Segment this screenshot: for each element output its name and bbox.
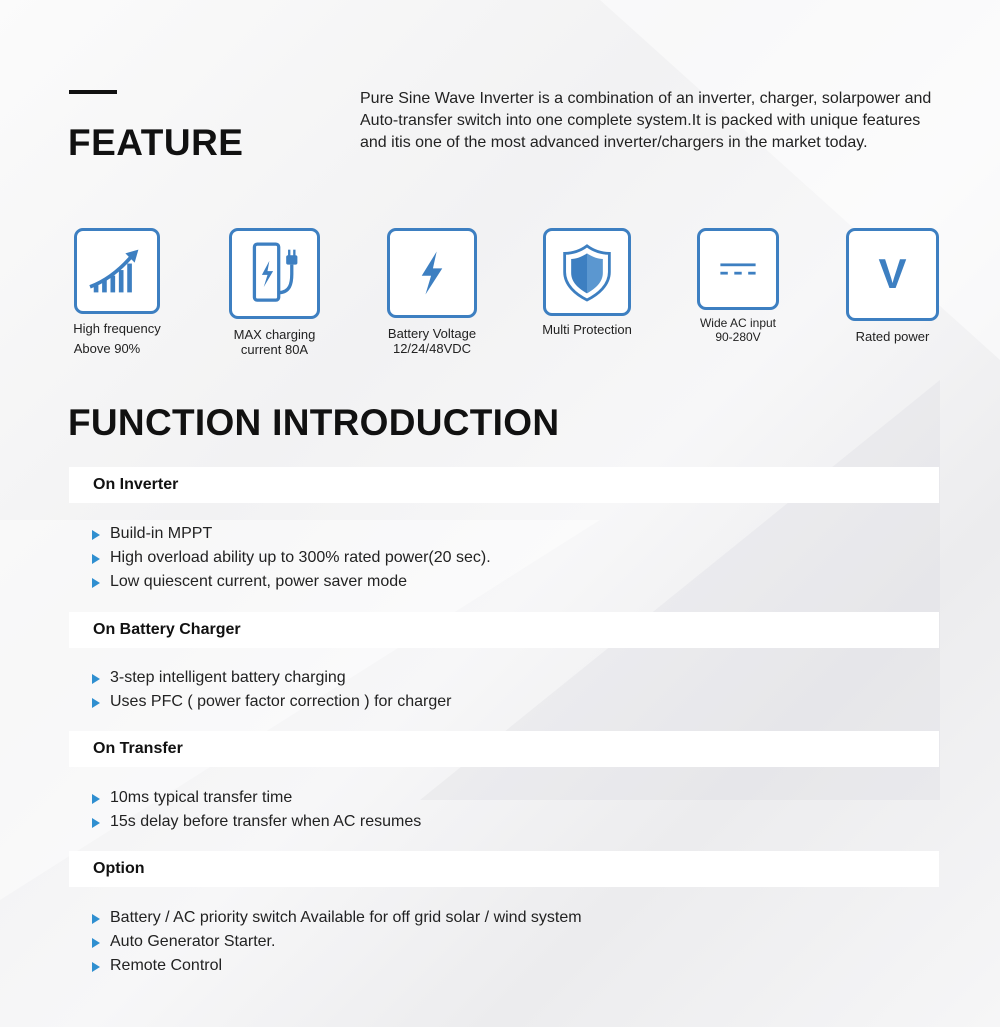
dc-symbol-icon	[700, 231, 776, 307]
list-item-text: 15s delay before transfer when AC resumes	[110, 813, 422, 830]
section-header-on-transfer: On Transfer	[69, 731, 939, 767]
bullet-triangle-icon	[92, 554, 100, 564]
charging-plug-icon	[232, 231, 317, 316]
list-item	[92, 522, 491, 546]
list-item	[92, 666, 451, 690]
feature-icon-box	[229, 228, 320, 319]
feature-label-line1: High frequency	[73, 321, 161, 336]
list-item	[92, 810, 421, 834]
feature-label-line2: Above 90%	[73, 341, 141, 356]
feature-label-line2: 12/24/48VDC	[392, 341, 472, 356]
list-item	[92, 786, 421, 810]
list-item	[92, 906, 582, 930]
volt-v-icon: V	[878, 250, 907, 297]
feature-label-line1: Battery Voltage	[387, 326, 477, 341]
section-header-on-inverter: On Inverter	[69, 467, 939, 503]
feature-label-line2: current 80A	[240, 342, 309, 357]
feature-icon-box	[387, 228, 477, 318]
bullet-triangle-icon	[92, 794, 100, 804]
list-item-text: Low quiescent current, power saver mode	[110, 573, 408, 590]
section-list-on-transfer	[92, 786, 421, 834]
section-header-option: Option	[69, 851, 939, 887]
bullet-triangle-icon	[92, 530, 100, 540]
section-list-on-inverter	[92, 522, 491, 594]
bullet-triangle-icon	[92, 938, 100, 948]
list-item-text: High overload ability up to 300% rated power(20 sec).	[110, 549, 491, 566]
feature-label-line1: Rated power	[855, 329, 930, 344]
bullet-triangle-icon	[92, 962, 100, 972]
list-item	[92, 954, 582, 978]
feature-intro-text: Pure Sine Wave Inverter is a combination of an inverter, charger, solarpower and Auto-transfer switch into one complete system.It is packed with unique features and itis one of the most advanced inverter/chargers in the market today.	[360, 90, 932, 151]
feature-label-line1: Multi Protection	[542, 322, 632, 337]
list-item-text: Auto Generator Starter.	[110, 933, 276, 950]
bullet-triangle-icon	[92, 578, 100, 588]
feature-icon-box	[697, 228, 779, 310]
lightning-bolt-icon	[390, 231, 474, 315]
list-item-text: Remote Control	[110, 957, 223, 974]
feature-label-line1: Wide AC input	[699, 316, 777, 330]
growth-chart-icon	[77, 231, 157, 311]
feature-label-line1: MAX charging	[233, 327, 316, 342]
section-header-on-battery-charger: On Battery Charger	[69, 612, 939, 648]
bullet-triangle-icon	[92, 674, 100, 684]
feature-icon-box	[846, 228, 939, 321]
list-item-text: 10ms typical transfer time	[110, 789, 293, 806]
feature-icon-box	[74, 228, 160, 314]
list-item-text: Uses PFC ( power factor correction ) for charger	[110, 693, 452, 710]
section-list-option	[92, 906, 582, 978]
list-item-text: Build-in MPPT	[110, 525, 213, 542]
list-item-text: 3-step intelligent battery charging	[110, 669, 346, 686]
list-item	[92, 546, 491, 570]
shield-icon	[546, 231, 628, 313]
feature-label-line2: 90-280V	[715, 330, 761, 344]
list-item-text: Battery / AC priority switch Available for off grid solar / wind system	[110, 909, 582, 926]
list-item	[92, 570, 491, 594]
feature-icon-box	[543, 228, 631, 316]
bullet-triangle-icon	[92, 818, 100, 828]
feature-title: FEATURE	[68, 122, 244, 163]
section-list-on-battery-charger	[92, 666, 451, 714]
background-shape	[600, 0, 1000, 360]
list-item	[92, 930, 582, 954]
function-intro-title: FUNCTION INTRODUCTION	[68, 402, 560, 443]
bullet-triangle-icon	[92, 914, 100, 924]
bullet-triangle-icon	[92, 698, 100, 708]
title-accent-bar	[69, 90, 117, 94]
list-item	[92, 690, 451, 714]
